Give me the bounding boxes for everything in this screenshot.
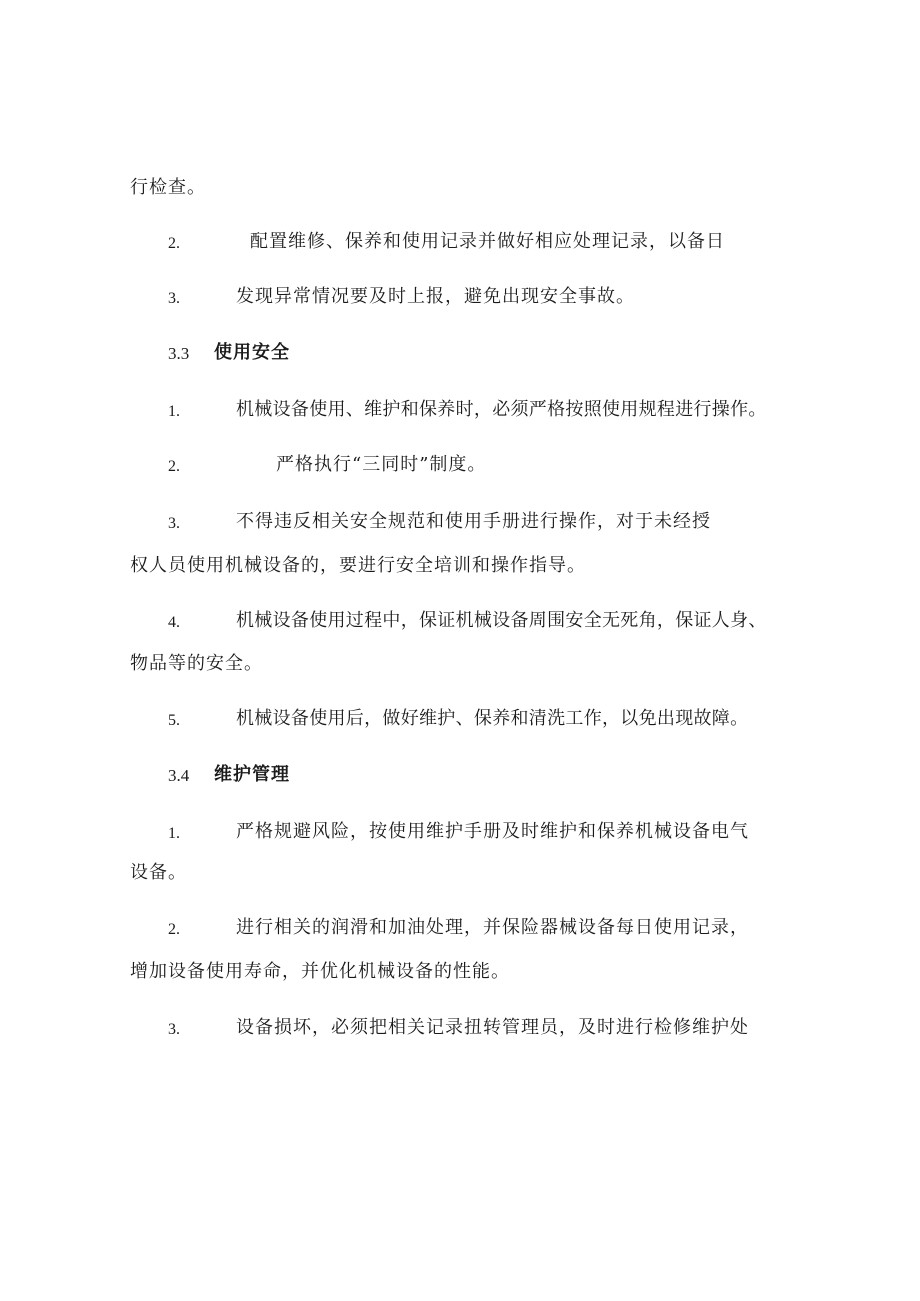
list-item-text: 发现异常情况要及时上报，避免出现安全事故。 — [236, 286, 635, 307]
section-heading: 维护管理 — [214, 764, 290, 785]
list-number: 3. — [168, 515, 180, 532]
list-item-text: 机械设备使用后，做好维护、保养和清洗工作，以免出现故障。 — [236, 708, 749, 729]
list-number: 3. — [168, 290, 180, 307]
list-number: 3. — [168, 1021, 180, 1038]
list-item-text-continued: 增加设备使用寿命，并优化机械设备的性能。 — [130, 961, 510, 982]
list-number: 2. — [168, 235, 180, 252]
list-item-text: 机械设备使用过程中，保证机械设备周围安全无死角，保证人身、 — [236, 610, 767, 631]
list-item-text: 设备损坏，必须把相关记录扭转管理员，及时进行检修维护处 — [236, 1017, 749, 1038]
list-number: 2. — [168, 458, 180, 475]
list-number: 5. — [168, 712, 180, 729]
continuation-line: 行检查。 — [130, 177, 206, 198]
list-item-text-continued: 物品等的安全。 — [130, 653, 263, 674]
section-number: 3.3 — [168, 344, 190, 363]
list-number: 1. — [168, 403, 180, 420]
list-item-text-continued: 设备。 — [130, 862, 187, 883]
section-number: 3.4 — [168, 766, 190, 785]
list-item-text: 机械设备使用、维护和保养时，必须严格按照使用规程进行操作。 — [236, 399, 767, 420]
list-item-text-continued: 权人员使用机械设备的，要进行安全培训和操作指导。 — [130, 555, 586, 576]
list-number: 4. — [168, 614, 180, 631]
list-item-text: 配置维修、保养和使用记录并做好相应处理记录，以备日 — [250, 231, 725, 252]
list-item-text: 严格规避风险，按使用维护手册及时维护和保养机械设备电气 — [236, 821, 749, 842]
list-number: 1. — [168, 825, 180, 842]
list-item-text: 进行相关的润滑和加油处理，并保险器械设备每日使用记录， — [236, 917, 749, 938]
list-item-text: 严格执行“三同时”制度。 — [276, 454, 487, 475]
section-heading: 使用安全 — [214, 342, 290, 363]
list-item-text: 不得违反相关安全规范和使用手册进行操作，对于未经授 — [236, 511, 711, 532]
list-number: 2. — [168, 921, 180, 938]
